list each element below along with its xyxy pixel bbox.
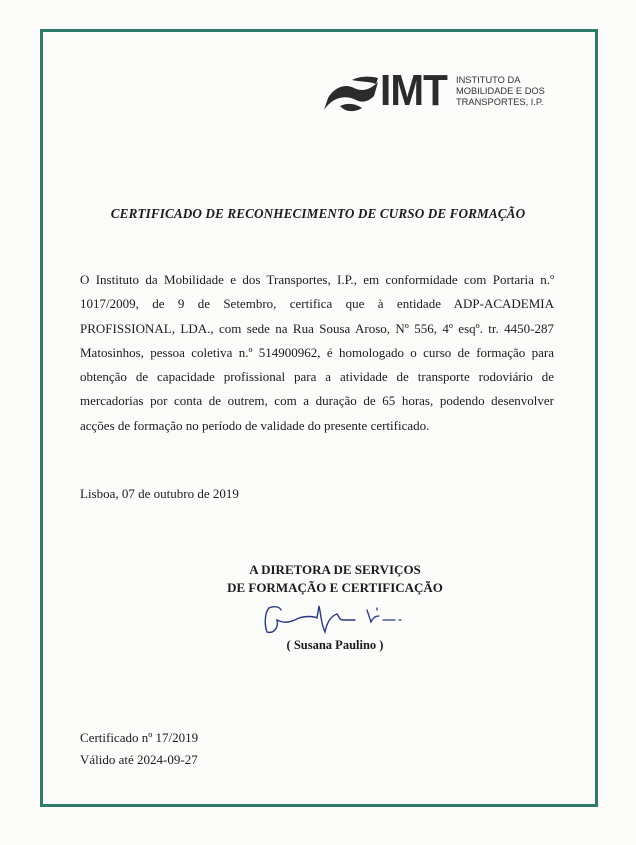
- certificate-number: Certificado nº 17/2019: [80, 730, 199, 745]
- body-line: Matosinhos, pessoa coletiva n.º 514900962, é homologado o curso de formação para: [80, 344, 554, 360]
- imt-logo-mark-icon: [322, 72, 380, 114]
- logo-line: INSTITUTO DA: [456, 75, 521, 85]
- logo-line: MOBILIDADE E DOS: [456, 86, 545, 96]
- imt-logo: [322, 66, 552, 122]
- logo-wordmark: IMT: [380, 66, 447, 115]
- signatory-name: ( Susana Paulino ): [286, 638, 384, 652]
- signatory-department: DE FORMAÇÃO E CERTIFICAÇÃO: [227, 580, 443, 595]
- logo-line: TRANSPORTES, I.P.: [456, 97, 544, 107]
- body-line: mercadorias por conta de outrem, com a duração de 65 horas, podendo desenvolver: [80, 393, 554, 409]
- signatory-title: A DIRETORA DE SERVIÇOS: [249, 562, 421, 577]
- body-line: PROFISSIONAL, LDA., com sede na Rua Sousa Aroso, Nº 556, 4º esqº. tr. 4450-287: [80, 320, 554, 336]
- document-title: CERTIFICADO DE RECONHECIMENTO DE CURSO DE FORMAÇÃO: [110, 206, 526, 221]
- body-line: acções de formação no período de validade do presente certificado.: [80, 417, 430, 433]
- valid-until: Válido até 2024-09-27: [80, 752, 198, 767]
- body-line: O Instituto da Mobilidade e dos Transportes, I.P., em conformidade com Portaria n.º: [80, 272, 554, 287]
- signature-block: [200, 561, 470, 653]
- body-line: 1017/2009, de 9 de Setembro, certifica que à entidade ADP-ACADEMIA: [80, 296, 554, 312]
- logo-institution-name: [456, 75, 545, 108]
- place-date: Lisboa, 07 de outubro de 2019: [80, 486, 239, 501]
- handwritten-signature-icon: [255, 598, 415, 638]
- certificate-info: [80, 727, 198, 771]
- certificate-body: [80, 268, 554, 438]
- body-line: obtenção de capacidade profissional para a atividade de transporte rodoviário de: [80, 369, 554, 385]
